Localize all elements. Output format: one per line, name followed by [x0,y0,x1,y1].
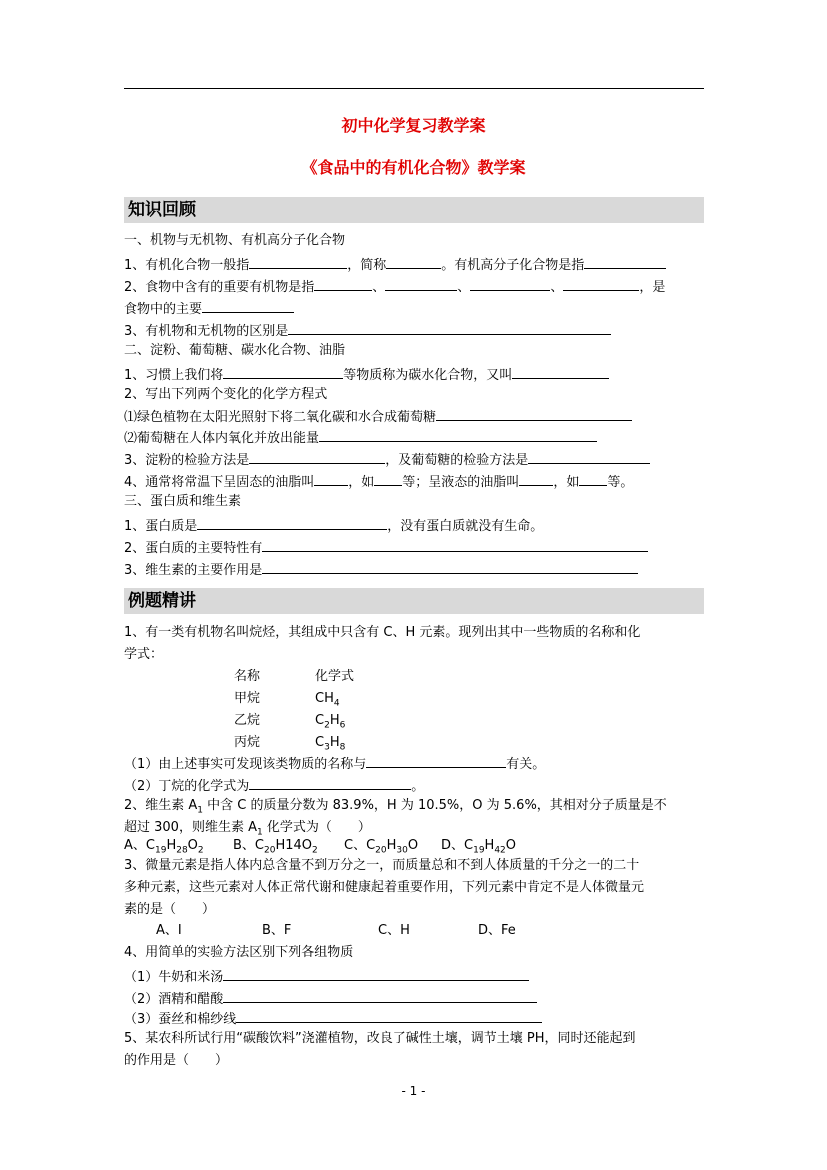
table-cell [315,712,345,730]
text: 。 [411,779,425,794]
text: 3、有机物和无机物的区别是 [124,324,289,339]
text: （1）由上述事实可发现该类物质的名称与 [124,757,367,772]
text: （1）牛奶和米汤 [124,970,224,985]
text: 中含 C 的质量分数为 83.9%，H 为 10.5%，O 为 5.6%，其相对分子质量是不 [203,798,667,813]
answer-blank[interactable] [288,320,611,335]
table-header [315,668,354,686]
answer-blank[interactable] [374,471,402,486]
table-header-cell: 名称 [234,669,261,684]
text: 有关。 [506,757,546,772]
question-text: 4、用简单的实验方法区别下列各组物质 [124,945,354,960]
answer-blank[interactable] [249,775,411,790]
question-line [124,559,638,580]
answer-blank[interactable] [223,988,537,1003]
formula-subscript: 20 [375,845,387,856]
text: 食物中的主要 [124,302,203,317]
text: A、C [124,838,155,853]
text: ，及葡萄糖的检验方法是 [385,453,529,468]
section-heading-review: 知识回顾 [124,197,704,223]
question-line [124,320,611,341]
question-text: 5、某农科所试行用“碳酸饮料”浇灌植物，改良了碱性土壤，调节土壤 PH，同时还能起到 [124,1031,636,1046]
doc-title: 初中化学复习教学案 [341,116,486,135]
text: 1、有机化合物一般指 [124,258,250,273]
question-line [124,449,650,470]
answer-blank[interactable] [512,364,609,379]
question-line [124,988,537,1009]
option-a[interactable]: A、I [156,923,182,938]
formula-part: C [315,713,325,728]
table-cell [315,734,345,752]
text: 3、维生素的主要作用是 [124,563,263,578]
formula-subscript: 4 [333,698,340,709]
text: C、C [344,838,376,853]
table-cell [315,690,340,708]
answer-blank[interactable] [584,254,666,269]
formula-subscript: 42 [494,845,506,856]
page-number: - 1 - [401,1084,426,1098]
answer-blank[interactable] [314,276,372,291]
text: ，是 [639,280,666,295]
text: O [505,838,517,853]
text: （2）酒精和醋酸 [124,992,224,1007]
text: O [407,838,419,853]
question-line [124,254,666,275]
formula-subscript: 6 [339,720,346,731]
text: （2）丁烷的化学式为 [124,779,250,794]
text: 1、蛋白质是 [124,519,198,534]
answer-blank[interactable] [436,406,632,421]
text: 2、蛋白质的主要特性有 [124,541,263,556]
text: 1、习惯上我们将 [124,368,224,383]
text: ，如 [553,475,580,490]
question-text: 3、微量元素是指人体内总含量不到万分之一，而质量总和不到人体质量的千分之一的二十 [124,858,640,873]
answer-blank[interactable] [262,537,648,552]
formula-subscript: 28 [176,845,188,856]
text: 2、食物中含有的重要有机物是指 [124,280,315,295]
question-text: 的作用是（ ） [124,1053,229,1068]
answer-blank[interactable] [249,254,347,269]
header-rule [124,88,704,89]
formula-part: H [329,713,340,728]
question-line [124,753,545,774]
formula-subscript: 8 [339,742,346,753]
table-header-cell: 化学式 [315,669,355,684]
table-cell: 丙烷 [234,735,261,750]
answer-blank[interactable] [385,276,457,291]
answer-blank[interactable] [528,449,650,464]
answer-blank[interactable] [470,276,550,291]
section-heading-examples: 例题精讲 [124,588,704,614]
part-1-heading: 一、机物与无机物、有机高分子化合物 [124,233,346,248]
question-line [124,515,543,536]
option-d[interactable]: D、Fe [478,923,516,938]
answer-blank[interactable] [197,515,387,530]
text: 等；呈液态的油脂叫 [402,475,520,490]
formula-subscript: 30 [396,845,408,856]
text: 、 [550,280,564,295]
text: ⑵葡萄糖在人体内氧化并放出能量 [124,431,320,446]
text: 、 [457,280,471,295]
option-a[interactable] [124,837,204,855]
text: ，简称 [347,258,387,273]
text: 等物质称为碳水化合物，又叫 [343,368,513,383]
option-d[interactable] [441,837,516,855]
question-text: 1、有一类有机物名叫烷烃，其组成中只含有 C、H 元素。现列出其中一些物质的名称和化 [124,625,641,640]
answer-blank[interactable] [563,276,639,291]
text: 4、通常将常温下呈固态的油脂叫 [124,475,315,490]
text: H [484,838,495,853]
question-text [124,797,667,815]
question-line [124,471,633,492]
answer-blank[interactable] [223,966,529,981]
question-line [124,1008,542,1029]
text: 3、淀粉的检验方法是 [124,453,250,468]
formula-subscript: 2 [312,845,318,856]
text: 化学式为（ ） [262,820,371,835]
answer-blank[interactable] [366,753,506,768]
question-line: 2、写出下列两个变化的化学方程式 [124,387,328,402]
formula-subscript: 19 [154,845,167,856]
text: ，如 [348,475,375,490]
text: 超过 300，则维生素 A [124,820,257,835]
answer-blank[interactable] [519,471,553,486]
question-line [124,775,424,796]
question-text: 素的是（ ） [124,902,216,917]
text: D、C [441,838,474,853]
question-line [124,427,597,448]
question-text: 多种元素，这些元素对人体正常代谢和健康起着重要作用，下列元素中肯定不是人体微量元 [124,880,645,895]
formula-part: H [329,735,340,750]
text: O [187,838,198,853]
text: 。有机高分子化合物是指 [441,258,585,273]
question-line [124,966,529,987]
doc-subtitle: 《食品中的有机化合物》教学案 [301,158,526,177]
answer-blank[interactable] [202,298,294,313]
text: 等。 [607,475,634,490]
formula-subscript: 1 [197,805,204,816]
question-line [124,298,294,319]
text: （3）蚕丝和棉纱线 [124,1012,237,1027]
question-line [124,364,609,385]
text: ⑴绿色植物在太阳光照射下将二氧化碳和水合成葡萄糖 [124,410,437,425]
text: ，没有蛋白质就没有生命。 [387,519,544,534]
formula-subscript: 2 [197,845,204,856]
answer-blank[interactable] [314,471,348,486]
table-cell: 甲烷 [234,691,261,706]
formula-subscript: 3 [324,742,330,753]
option-c[interactable] [344,837,418,855]
option-b[interactable] [233,837,318,855]
question-text: 学式： [124,647,164,662]
formula-subscript: 20 [264,845,276,856]
formula-subscript: 1 [256,827,263,838]
answer-blank[interactable] [579,471,607,486]
table-cell: 乙烷 [234,713,261,728]
text: B、C [233,838,264,853]
formula-part: CH [315,691,334,706]
text: H [386,838,397,853]
answer-blank[interactable] [249,449,385,464]
question-line [124,537,648,558]
question-line [124,406,632,427]
table-header [234,668,260,686]
question-text [124,819,371,837]
text: 2、维生素 A [124,798,198,813]
option-b[interactable]: B、F [262,923,292,938]
answer-blank[interactable] [262,559,638,574]
answer-blank[interactable] [236,1008,542,1023]
answer-blank[interactable] [223,364,343,379]
text: 、 [372,280,386,295]
formula-subscript: 2 [324,720,330,731]
question-line [124,276,665,297]
part-2-heading: 二、淀粉、葡萄糖、碳水化合物、油脂 [124,343,346,358]
formula-part: C [315,735,325,750]
part-3-heading: 三、蛋白质和维生素 [124,494,242,509]
answer-blank[interactable] [386,254,441,269]
option-c[interactable]: C、H [378,923,410,938]
text: H [166,838,177,853]
answer-blank[interactable] [319,427,597,442]
text: H14O [275,838,313,853]
formula-subscript: 19 [473,845,485,856]
